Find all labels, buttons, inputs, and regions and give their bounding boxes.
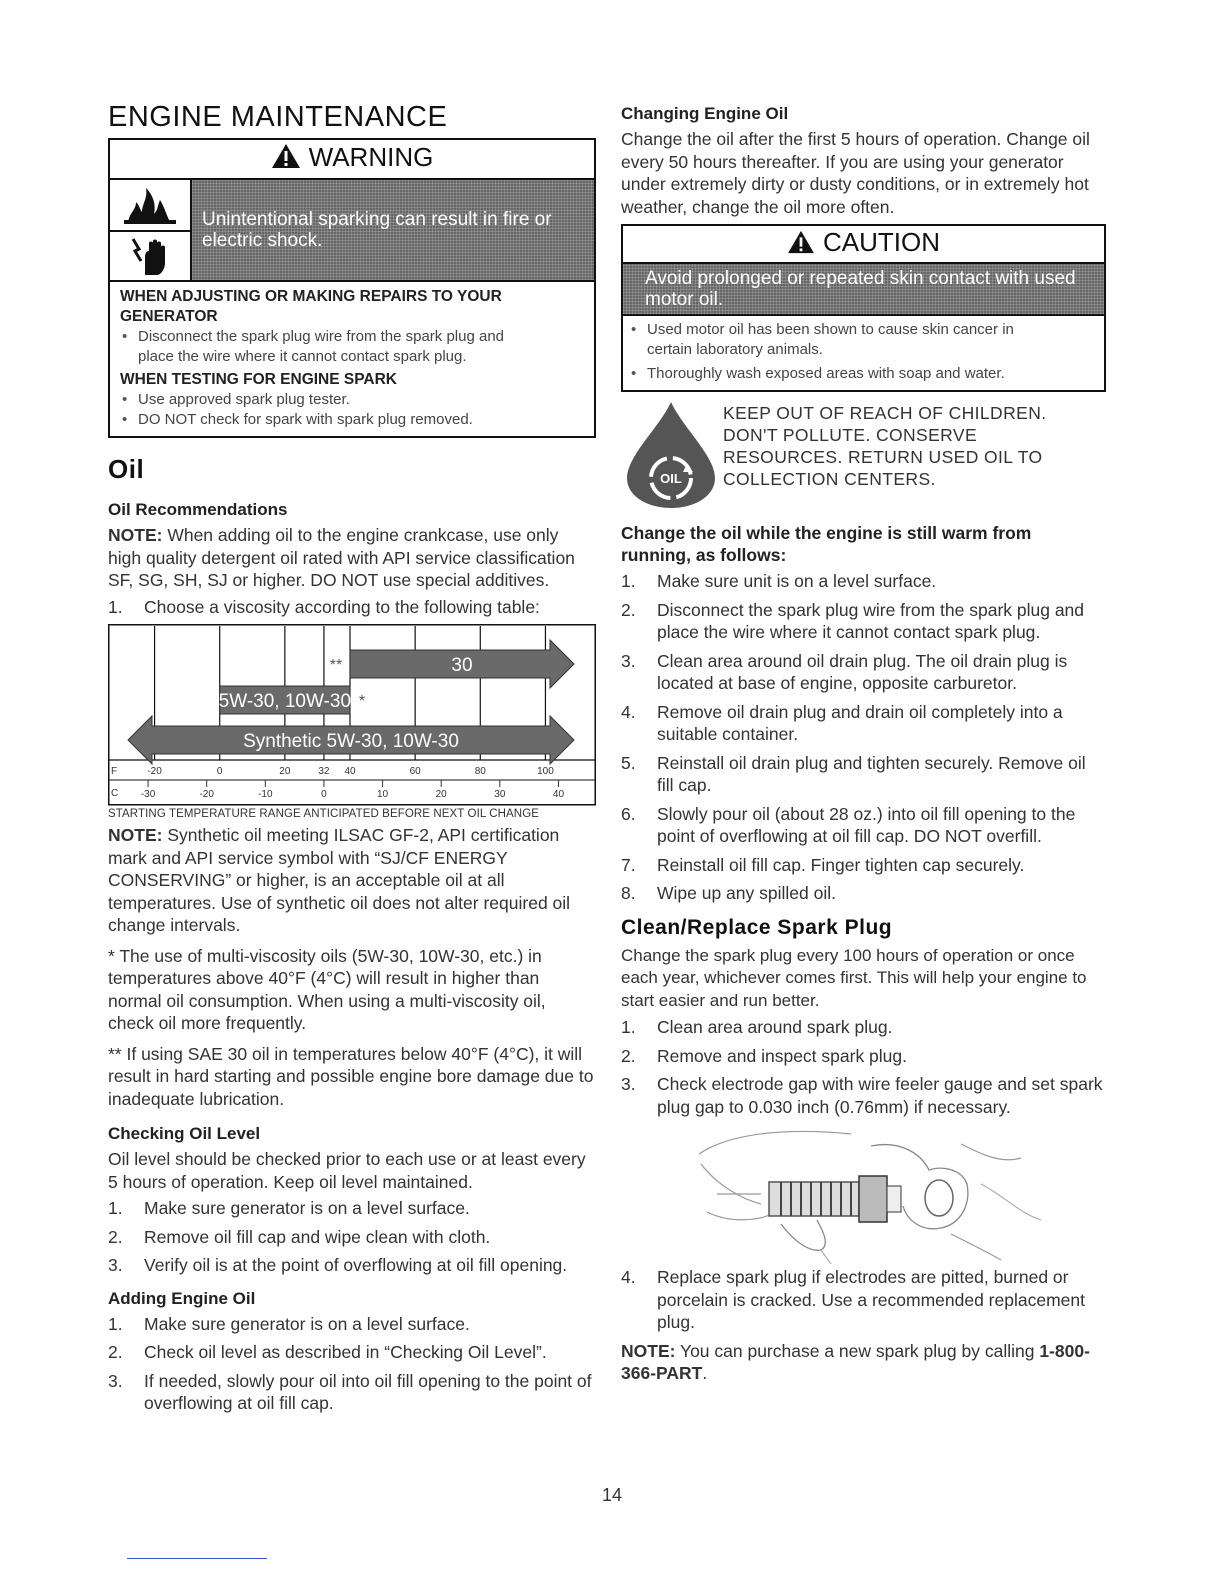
chart-c-tick: 40 xyxy=(552,789,565,800)
warning-group2-heading: WHEN TESTING FOR ENGINE SPARK xyxy=(120,371,398,388)
warning-group1-list xyxy=(116,327,588,367)
step-text: Make sure generator is on a level surface. xyxy=(144,1198,470,1218)
warning-header xyxy=(110,140,594,180)
spark-plug-steps xyxy=(621,1016,1106,1118)
warning-hazard-row xyxy=(110,180,594,282)
step-text: Remove and inspect spark plug. xyxy=(657,1045,907,1066)
chart-f-tick: 100 xyxy=(537,766,554,777)
chart-f-tick: 60 xyxy=(409,766,421,777)
list-item xyxy=(108,1313,596,1336)
right-column xyxy=(621,100,1106,1385)
change-procedure-heading: Change the oil while the engine is still warm from running, as follows: xyxy=(621,523,1032,565)
left-column xyxy=(108,100,596,1421)
caution-message-band xyxy=(623,264,1104,316)
warning-icon-column xyxy=(110,180,192,280)
step-number: 3. xyxy=(108,1370,123,1391)
step-text: Clean area around spark plug. xyxy=(657,1017,893,1037)
chart-f-tick: 80 xyxy=(474,766,486,777)
oil-recommendations-steps xyxy=(108,596,596,619)
spark-plug-intro: Change the spark plug every 100 hours of operation or once each year, whichever comes first. This will help your engine to start easier and run better. xyxy=(621,945,1087,1010)
list-item xyxy=(621,1016,1106,1039)
changing-engine-oil-text: Change the oil after the first 5 hours of operation. Change oil every 50 hours thereafter. If you are using your generator under extremely dirty or dusty conditions, or in extremely hot weather, change the oil more often. xyxy=(621,129,1090,217)
list-item xyxy=(621,1073,1106,1118)
recycle-line4: COLLECTION CENTERS. xyxy=(723,469,936,489)
spark-plug-note xyxy=(621,1340,1106,1385)
list-item xyxy=(108,1197,596,1220)
step-number: 4. xyxy=(621,701,636,722)
spark-note-text: You can purchase a new spark plug by calling xyxy=(675,1340,1040,1361)
step-text: Remove oil drain plug and drain oil completely into a suitable container. xyxy=(657,701,1063,744)
caution-band-line1: Avoid prolonged or repeated skin contact with used xyxy=(645,268,1076,289)
caution-band-line2: motor oil. xyxy=(645,289,724,310)
list-item xyxy=(108,1226,596,1249)
step-number: 2. xyxy=(621,599,636,620)
warning-band-line1: Unintentional sparking can result in fire or xyxy=(202,209,552,230)
caution-header xyxy=(623,226,1104,264)
chart-c-tick: 30 xyxy=(494,789,506,800)
section-title-engine-maintenance: ENGINE MAINTENANCE xyxy=(108,101,448,133)
warning-triangle-icon xyxy=(271,143,301,169)
chart-f-label: F xyxy=(111,766,118,777)
step-number: 8. xyxy=(621,883,636,903)
caution-item1 xyxy=(625,320,1100,360)
warning-box xyxy=(108,138,596,438)
section-title-spark-plug: Clean/Replace Spark Plug xyxy=(621,915,893,939)
chart-f-tick: 20 xyxy=(279,766,291,777)
note-text: When adding oil to the engine crankcase, use only high quality detergent oil rated with API service classification SF, SG, SH, SJ or higher. DO NOT use special additives. xyxy=(108,525,575,590)
changing-engine-oil-heading: Changing Engine Oil xyxy=(621,104,789,123)
chart-c-tick: 0 xyxy=(321,789,327,800)
checking-oil-level-heading: Checking Oil Level xyxy=(108,1124,261,1143)
warning-group1-item-l2: place the wire where it cannot contact spark plug. xyxy=(138,348,467,365)
checking-oil-level-intro: Oil level should be checked prior to each use or at least every 5 hours of operation. Keep oil level maintained. xyxy=(108,1149,586,1192)
step-text: Replace spark plug if electrodes are pitted, burned or porcelain is cracked. Use a recommended replacement plug. xyxy=(657,1267,1085,1332)
chart-c-tick: 20 xyxy=(435,789,447,800)
list-item xyxy=(621,752,1106,797)
list-item xyxy=(621,803,1106,848)
step-text: Clean area around oil drain plug. The oil drain plug is located at base of engine, opposite carburetor. xyxy=(657,650,1068,693)
oil-recycle-notice xyxy=(621,398,1106,510)
note-label: NOTE: xyxy=(108,525,163,545)
chart-bar-label-1: 30 xyxy=(451,655,473,676)
shock-hazard-icon xyxy=(110,232,190,280)
list-item xyxy=(621,1266,1106,1334)
caution-triangle-icon xyxy=(787,230,815,254)
spark-plug-step4 xyxy=(621,1266,1106,1334)
list-item xyxy=(621,882,1106,905)
step-number: 5. xyxy=(621,752,636,773)
caution-details xyxy=(623,316,1104,390)
step-number: 7. xyxy=(621,854,636,875)
warning-group2-list xyxy=(116,390,588,430)
step-number: 6. xyxy=(621,803,636,824)
caution-list xyxy=(625,320,1100,384)
chart-f-tick: 40 xyxy=(344,766,356,777)
oil-recommendations-note xyxy=(108,524,596,592)
warning-heading: WARNING xyxy=(308,142,434,172)
warning-message-band xyxy=(192,180,594,280)
adding-engine-oil-heading: Adding Engine Oil xyxy=(108,1288,256,1308)
recycle-line2: DON'T POLLUTE. CONSERVE xyxy=(723,425,978,445)
step-number: 1. xyxy=(621,1017,636,1037)
step-number: 2. xyxy=(621,1045,636,1066)
footnote-sae30: ** If using SAE 30 oil in temperatures below 40°F (4°C), it will result in hard starting and possible engine bore damage due to inadequate lubrication. xyxy=(108,1043,594,1109)
list-item xyxy=(108,1254,596,1277)
step-text: Check oil level as described in “Checking Oil Level”. xyxy=(144,1342,547,1362)
spark-plug-gap-illustration xyxy=(621,1124,1106,1264)
step-number: 1. xyxy=(108,596,123,617)
warning-group2-item1: • Use approved spark plug tester. xyxy=(116,390,588,410)
chart-f-tick: 0 xyxy=(216,766,223,777)
oil-recycle-drop-icon xyxy=(621,398,721,510)
warning-group1-item-l1: Disconnect the spark plug wire from the spark plug and xyxy=(138,328,505,345)
warning-band-line2: electric shock. xyxy=(202,230,323,251)
phone-number: 1-800-366-PART xyxy=(621,1340,1090,1383)
chart-bar-note-2: * xyxy=(358,693,366,710)
step-text: Disconnect the spark plug wire from the spark plug and place the wire where it cannot contact spark plug. xyxy=(657,599,1085,642)
synthetic-note-text: Synthetic oil meeting ILSAC GF-2, API certification mark and API service symbol with “SJ/CF ENERGY CONSERVING” or higher, is an acceptable oil at all temperatures. Use of synthetic oil does not alter required oil change intervals. xyxy=(108,825,571,935)
step-text: Verify oil is at the point of overflowing at oil fill opening. xyxy=(144,1255,568,1275)
step-number: 2. xyxy=(108,1342,123,1362)
checking-oil-level-steps xyxy=(108,1197,596,1277)
footnote-multi-viscosity: * The use of multi-viscosity oils (5W-30, 10W-30, etc.) in temperatures above 40°F (4°C) will result in higher than normal oil consumption. When using a multi-viscosity oil, check oil more frequently. xyxy=(108,945,546,1033)
chart-bar-note-1: ** xyxy=(329,657,343,674)
step-text: Slowly pour oil (about 28 oz.) into oil fill opening to the point of overflowing at oil fill cap. DO NOT overfill. xyxy=(657,803,1076,846)
spark-note-end: . xyxy=(702,1363,708,1383)
fire-hazard-icon xyxy=(110,180,190,232)
caution-box xyxy=(621,224,1106,392)
list-item xyxy=(108,1370,596,1415)
step-text: If needed, slowly pour oil into oil fill opening to the point of overflowing at oil fill cap. xyxy=(144,1370,592,1413)
oil-recommendations-heading: Oil Recommendations xyxy=(108,500,288,519)
warning-group2-item2: • DO NOT check for spark with spark plug removed. xyxy=(116,410,588,430)
bottom-rule xyxy=(127,1558,267,1559)
caution-item1-l1: Used motor oil has been shown to cause skin cancer in xyxy=(647,321,1014,338)
step-number: 2. xyxy=(108,1226,123,1247)
chart-bar-label-3: Synthetic 5W-30, 10W-30 xyxy=(243,731,459,752)
list-item xyxy=(108,1341,596,1364)
step-text: Reinstall oil drain plug and tighten securely. Remove oil fill cap. xyxy=(657,752,1086,795)
warning-group1-heading-l1: WHEN ADJUSTING OR MAKING REPAIRS TO YOUR xyxy=(120,288,502,305)
step-text: Reinstall oil fill cap. Finger tighten cap securely. xyxy=(657,854,1025,875)
step-text: Wipe up any spilled oil. xyxy=(657,883,836,903)
oil-icon-label: OIL xyxy=(660,471,682,486)
step-text: Remove oil fill cap and wipe clean with cloth. xyxy=(144,1226,491,1247)
list-item xyxy=(621,854,1106,877)
chart-caption: STARTING TEMPERATURE RANGE ANTICIPATED BEFORE NEXT OIL CHANGE xyxy=(108,808,540,820)
change-procedure-steps xyxy=(621,570,1106,905)
list-item xyxy=(621,570,1106,593)
list-item xyxy=(621,650,1106,695)
caution-item2: • Thoroughly wash exposed areas with soap and water. xyxy=(625,364,1100,384)
chart-bar-label-2: 5W-30, 10W-30 xyxy=(218,691,352,712)
caution-item1-l2: certain laboratory animals. xyxy=(647,341,823,358)
chart-f-tick: 32 xyxy=(318,766,330,777)
chart-c-label: C xyxy=(111,788,119,799)
spark-note-label: NOTE: xyxy=(621,1340,676,1361)
step-number: 1. xyxy=(108,1313,123,1334)
warning-details xyxy=(110,282,594,436)
recycle-text xyxy=(723,402,1047,510)
list-item xyxy=(621,701,1106,746)
recycle-line1: KEEP OUT OF REACH OF CHILDREN. xyxy=(723,403,1047,423)
step-number: 3. xyxy=(108,1255,123,1275)
list-item xyxy=(621,1045,1106,1068)
caution-heading: CAUTION xyxy=(823,227,940,257)
step-number: 3. xyxy=(621,650,636,671)
step-text: Check electrode gap with wire feeler gauge and set spark plug gap to 0.030 inch (0.76mm) if necessary. xyxy=(657,1074,1103,1117)
step-text: Make sure generator is on a level surface. xyxy=(144,1313,470,1334)
chart-c-tick: -30 xyxy=(140,789,156,800)
step-number: 1. xyxy=(621,571,636,591)
synthetic-oil-note xyxy=(108,824,596,937)
section-title-oil: Oil xyxy=(108,454,145,484)
step-text: Choose a viscosity according to the following table: xyxy=(144,596,540,617)
viscosity-temperature-chart xyxy=(108,624,596,806)
recycle-line3: RESOURCES. RETURN USED OIL TO xyxy=(723,447,1043,467)
list-item xyxy=(108,596,596,619)
list-item xyxy=(621,599,1106,644)
chart-f-tick: -20 xyxy=(147,766,162,777)
chart-c-tick: -10 xyxy=(258,789,273,800)
step-number: 3. xyxy=(621,1074,636,1094)
adding-engine-oil-steps xyxy=(108,1313,596,1415)
step-number: 1. xyxy=(108,1198,123,1218)
step-number: 4. xyxy=(621,1267,636,1287)
chart-c-tick: 10 xyxy=(377,789,389,800)
warning-group1-item xyxy=(116,327,588,367)
page-number: 14 xyxy=(601,1485,623,1505)
warning-group1-heading-l2: GENERATOR xyxy=(120,308,218,325)
chart-c-tick: -20 xyxy=(199,789,214,800)
synthetic-note-label: NOTE: xyxy=(108,825,163,845)
step-text: Make sure unit is on a level surface. xyxy=(657,571,937,591)
